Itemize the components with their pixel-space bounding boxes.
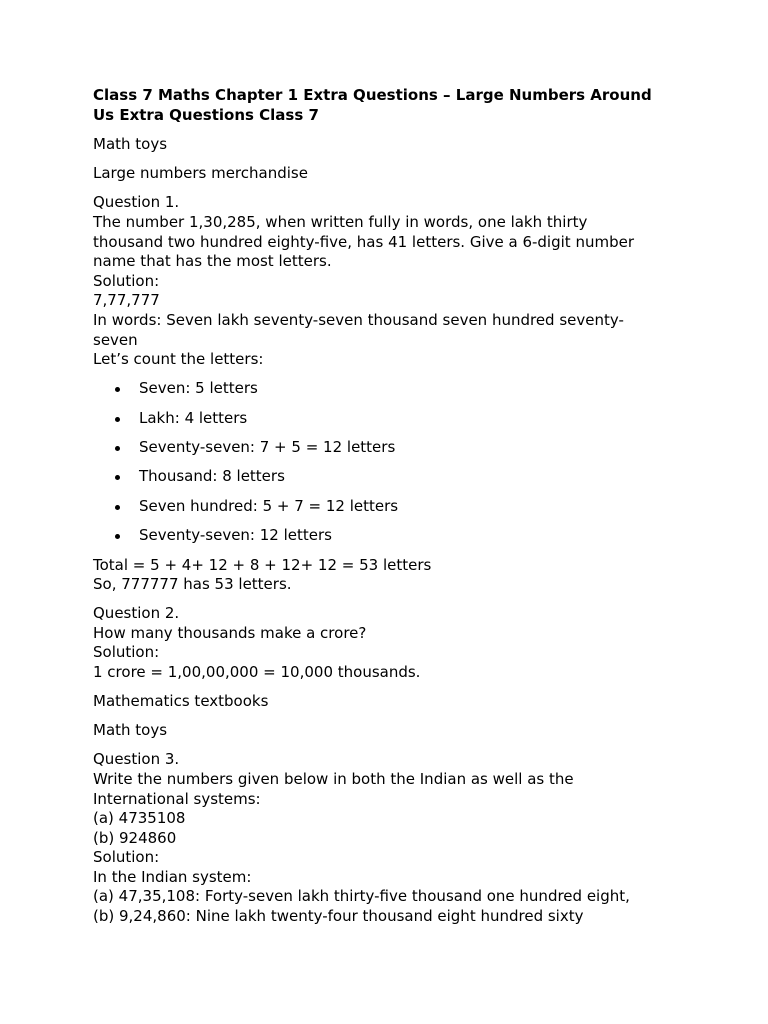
question-2 bbox=[93, 604, 683, 682]
question-text: Write the numbers given below in both the Indian as well as the bbox=[93, 769, 574, 788]
bullet-icon bbox=[115, 534, 120, 539]
question-heading: Question 1. bbox=[93, 193, 180, 212]
question-text: How many thousands make a crore? bbox=[93, 623, 367, 642]
bullet-icon bbox=[115, 475, 120, 480]
list-item bbox=[93, 467, 683, 487]
solution-total: Total = 5 + 4+ 12 + 8 + 12+ 12 = 53 letters bbox=[93, 555, 432, 574]
list-item-text: Seventy-seven: 12 letters bbox=[139, 526, 332, 545]
related-link-mathematics-textbooks[interactable]: Mathematics textbooks bbox=[93, 692, 269, 711]
list-item bbox=[93, 497, 683, 517]
bullet-icon bbox=[115, 505, 120, 510]
question-3 bbox=[93, 750, 683, 926]
solution-text: (b) 9,24,860: Nine lakh twenty-four thousand eight hundred sixty bbox=[93, 907, 584, 926]
list-item-text: Seventy-seven: 7 + 5 = 12 letters bbox=[139, 438, 396, 456]
solution-answer: 1 crore = 1,00,00,000 = 10,000 thousands. bbox=[93, 663, 421, 682]
question-1 bbox=[93, 193, 683, 369]
solution-label: Solution: bbox=[93, 643, 160, 662]
question-part: (a) 4735108 bbox=[93, 809, 186, 828]
document-page bbox=[93, 86, 683, 936]
bullet-icon bbox=[115, 446, 120, 451]
related-link-math-toys[interactable]: Math toys bbox=[93, 721, 168, 740]
list-item-text: Seven hundred: 5 + 7 = 12 letters bbox=[139, 496, 399, 515]
solution-text: (a) 47,35,108: Forty-seven lakh thirty-five thousand one hundred eight, bbox=[93, 887, 630, 906]
list-item-text: Thousand: 8 letters bbox=[139, 467, 285, 486]
solution-label: Solution: bbox=[93, 848, 160, 867]
title-line: Us Extra Questions Class 7 bbox=[93, 105, 319, 124]
question-heading: Question 2. bbox=[93, 604, 180, 623]
related-link-math-toys[interactable]: Math toys bbox=[93, 135, 168, 154]
question-heading: Question 3. bbox=[93, 750, 180, 769]
page-title bbox=[93, 86, 683, 125]
list-item bbox=[93, 438, 683, 458]
title-line: Class 7 Maths Chapter 1 Extra Questions – Large Numbers Around bbox=[93, 86, 652, 104]
related-link-large-numbers-merchandise[interactable]: Large numbers merchandise bbox=[93, 164, 308, 183]
solution-conclusion: So, 777777 has 53 letters. bbox=[93, 575, 292, 594]
solution-label: Solution: bbox=[93, 271, 160, 290]
list-item-text: Seven: 5 letters bbox=[139, 379, 258, 398]
question-text: The number 1,30,285, when written fully in words, one lakh thirty bbox=[93, 212, 588, 231]
solution-text: In words: Seven lakh seventy-seven thousand seven hundred seventy- bbox=[93, 310, 624, 329]
bullet-icon bbox=[115, 387, 120, 392]
solution-answer: 7,77,777 bbox=[93, 291, 160, 310]
question-text: thousand two hundred eighty-five, has 41 letters. Give a 6-digit number bbox=[93, 232, 634, 251]
list-item bbox=[93, 526, 683, 546]
list-item bbox=[93, 379, 683, 399]
bullet-icon bbox=[115, 417, 120, 422]
list-item bbox=[93, 409, 683, 429]
question-part: (b) 924860 bbox=[93, 828, 177, 847]
solution-text: Let’s count the letters: bbox=[93, 350, 264, 369]
question-text: name that has the most letters. bbox=[93, 252, 332, 271]
list-item-text: Lakh: 4 letters bbox=[139, 408, 248, 427]
solution-text: In the Indian system: bbox=[93, 867, 252, 886]
letter-count-list bbox=[93, 379, 683, 546]
question-1-conclusion bbox=[93, 556, 683, 595]
question-text: International systems: bbox=[93, 789, 261, 808]
solution-text: seven bbox=[93, 330, 138, 349]
